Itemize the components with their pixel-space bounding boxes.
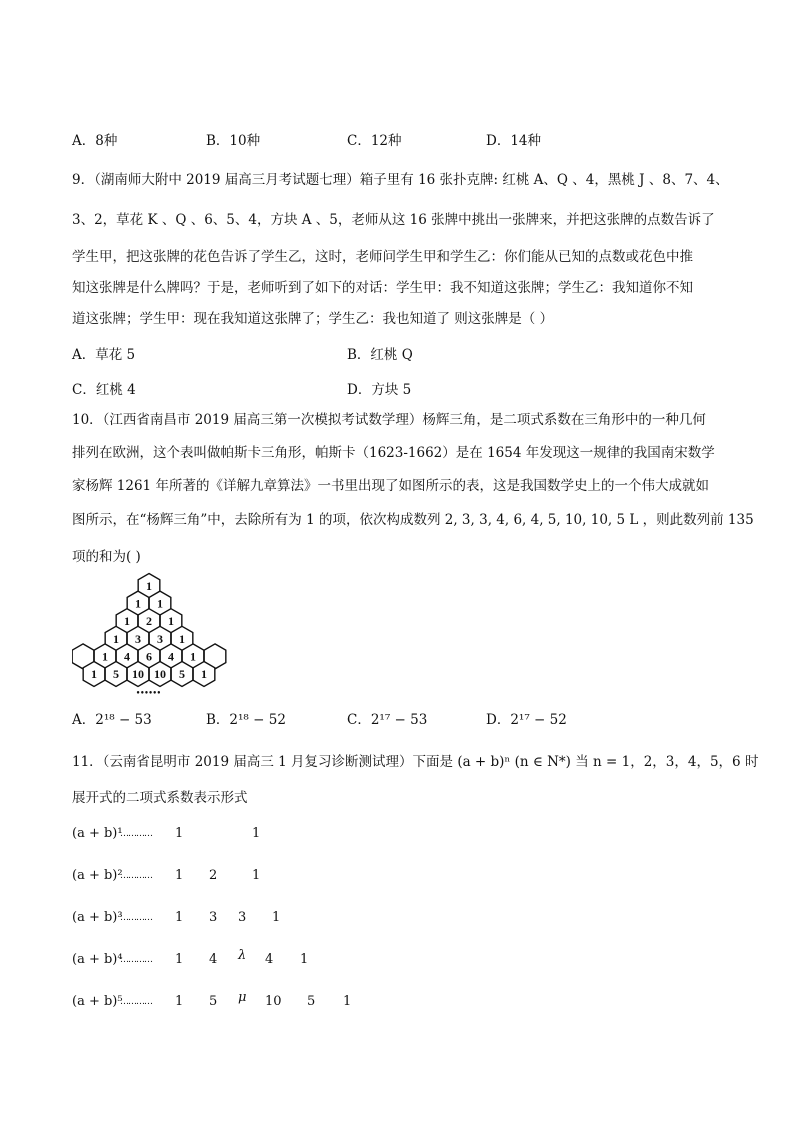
binomial-expression: (a + b)⁵ [72, 994, 123, 1009]
q9-line-3: 学生甲，把这张牌的花色告诉了学生乙，这时，老师问学生甲和学生乙：你们能从已知的点数或花色中推 [72, 249, 693, 265]
coefficient-value: 1 [175, 910, 184, 925]
hexagon-value: 4 [168, 649, 174, 664]
hexagon-value: 5 [113, 667, 119, 681]
coefficient-value: 5 [209, 994, 218, 1009]
hexagon-value: 1 [135, 596, 141, 611]
hexagon-value: 1 [168, 614, 174, 629]
coefficient-value: 1 [175, 868, 184, 883]
q9-line-2: 3、2，草花 K 、Q 、6、5、4，方块 A 、5，老师从这 16 张牌中挑出一张牌来，并把这张牌的点数告诉了 [72, 212, 715, 228]
binomial-expression: (a + b)⁴ [72, 952, 123, 967]
hexagon-value: 10 [154, 667, 166, 681]
binomial-expression: (a + b)¹ [72, 826, 123, 841]
hexagon-value: 1 [91, 667, 97, 681]
q11-line-2: 展开式的二项式系数表示形式 [72, 790, 248, 806]
coefficient-value: 2 [209, 868, 218, 883]
coefficient-value: 1 [300, 952, 309, 967]
binomial-expression: (a + b)² [72, 868, 123, 883]
dot-leader: ………… [120, 871, 152, 881]
coefficient-value: 4 [265, 952, 274, 967]
coefficient-value: 1 [175, 994, 184, 1009]
coefficient-value: μ [238, 990, 247, 1005]
q10-line-5: 项的和为( ) [72, 549, 141, 565]
dot-leader: ………… [120, 997, 152, 1007]
hexagon-value: 3 [135, 631, 141, 646]
q8-option-d: D．14种 [486, 133, 542, 149]
coefficient-value: 1 [272, 910, 281, 925]
q8-option-c: C．12种 [347, 133, 402, 149]
hexagon-value: 4 [124, 649, 130, 664]
dot-leader: ………… [120, 955, 152, 965]
hexagon-value: 1 [190, 649, 196, 664]
q9-line-5: 道这张牌；学生甲：现在我知道这张牌了；学生乙：我也知道了 则这张牌是（ ） [72, 311, 554, 327]
coefficient-value: 1 [343, 994, 352, 1009]
q11-line-1: 11．（云南省昆明市 2019 届高三 1 月复习诊断测试理）下面是 (a + b)ⁿ (n ∈ N*) 当 n = 1，2，3，4，5，6 时 [72, 754, 759, 770]
hexagon-value: 1 [157, 596, 163, 611]
hexagon-value: 2 [146, 614, 152, 629]
yanghui-triangle-figure [72, 572, 232, 696]
coefficient-value: 3 [238, 910, 247, 925]
q10-option-a: A．2¹⁸ − 53 [72, 712, 152, 728]
q9-option-a: A．草花 5 [72, 347, 136, 363]
coefficient-value: 1 [175, 826, 184, 841]
q8-option-b: B．10种 [206, 133, 261, 149]
binomial-expression: (a + b)³ [72, 910, 123, 925]
q9-option-b: B．红桃 Q [347, 347, 413, 363]
q10-line-3: 家杨辉 1261 年所著的《详解九章算法》一书里出现了如图所示的表，这是我国数学史上的一个伟大成就如 [72, 478, 709, 494]
coefficient-value: λ [238, 948, 247, 963]
coefficient-value: 1 [175, 952, 184, 967]
hexagon-value: 1 [113, 631, 119, 646]
hexagon-triangle [72, 572, 232, 696]
hexagon-value: 1 [179, 631, 185, 646]
q9-line-4: 知这张牌是什么牌吗？于是，老师听到了如下的对话：学生甲：我不知道这张牌；学生乙：我知道你不知 [72, 280, 693, 296]
coefficient-value: 1 [252, 826, 261, 841]
q10-option-b: B．2¹⁸ − 52 [206, 712, 286, 728]
hexagon-value: 10 [132, 667, 144, 681]
hexagon-value: 1 [201, 667, 207, 681]
q9-option-c: C．红桃 4 [72, 382, 136, 398]
q10-line-4: 图所示，在“杨辉三角”中，去除所有为 1 的项，依次构成数列 2, 3, 3, 4, 6, 4, 5, 10, 10, 5 L ，则此数列前 135 [72, 512, 754, 528]
q9-line-1: 9．（湖南师大附中 2019 届高三月考试题七理）箱子里有 16 张扑克牌: 红桃 A、Q 、4，黑桃 J 、8、7、4、 [72, 172, 729, 188]
coefficient-value: 1 [252, 868, 261, 883]
q9-option-d: D．方块 5 [347, 382, 412, 398]
dot-leader: ………… [120, 829, 152, 839]
coefficient-value: 4 [209, 952, 218, 967]
q10-line-2: 排列在欧洲，这个表叫做帕斯卡三角形，帕斯卡（1623-1662）是在 1654 年发现这一规律的我国南宋数学 [72, 445, 715, 461]
q8-option-a: A．8种 [72, 133, 118, 149]
q10-line-1: 10．（江西省南昌市 2019 届高三第一次模拟考试数学理）杨辉三角，是二项式系数在三角形中的一种几何 [72, 412, 706, 428]
q10-option-d: D．2¹⁷ − 52 [486, 712, 567, 728]
hexagon-value: 1 [124, 614, 130, 629]
hexagon-value: 1 [102, 649, 108, 664]
coefficient-value: 3 [209, 910, 218, 925]
continuation-dots: •••••• [136, 687, 162, 696]
coefficient-value: 5 [307, 994, 316, 1009]
dot-leader: ………… [120, 913, 152, 923]
coefficient-value: 10 [265, 994, 282, 1009]
q10-option-c: C．2¹⁷ − 53 [347, 712, 428, 728]
hexagon-value: 3 [157, 631, 163, 646]
hexagon-value: 5 [179, 667, 185, 681]
hexagon-value: 6 [146, 649, 152, 664]
hexagon-value: 1 [146, 579, 152, 593]
